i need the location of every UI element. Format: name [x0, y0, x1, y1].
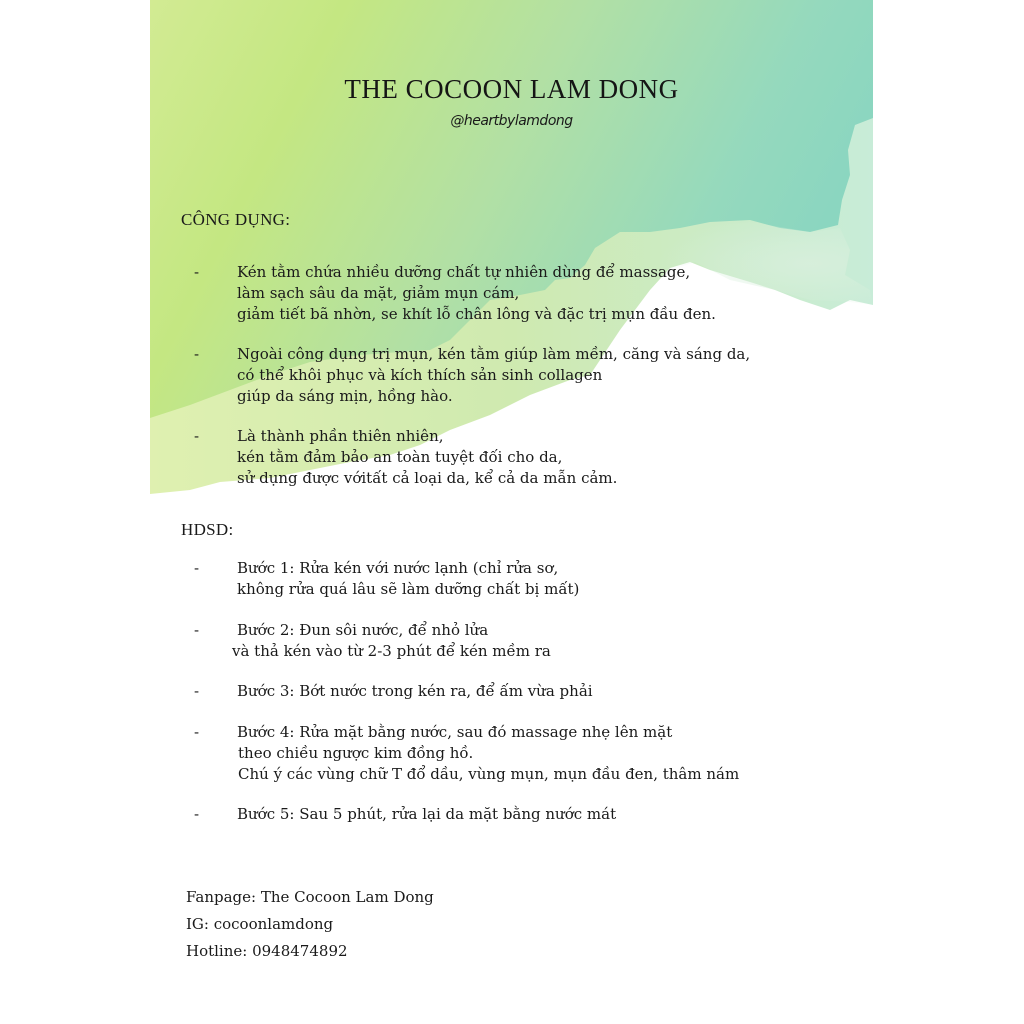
step-line: Bước 5: Sau 5 phút, rửa lại da mặt bằng nước mát	[237, 805, 617, 823]
step-line: Bước 4: Rửa mặt bằng nước, sau đó massage nhẹ lên mặt	[237, 723, 673, 741]
flyer-content	[150, 0, 873, 1024]
bullet-dash: -	[194, 345, 200, 363]
bullet-dash: -	[194, 621, 200, 639]
flyer-page	[150, 0, 873, 1024]
step-line: Bước 3: Bớt nước trong kén ra, để ấm vừa phải	[237, 682, 593, 700]
benefit-line: giảm tiết bã nhờn, se khít lỗ chân lông và đặc trị mụn đầu đen.	[237, 305, 716, 323]
benefit-line: Ngoài công dụng trị mụn, kén tằm giúp làm mềm, căng và sáng da,	[237, 345, 751, 363]
bullet-dash: -	[194, 805, 200, 823]
instructions-heading: HDSD:	[181, 520, 234, 539]
hotline-contact: Hotline: 0948474892	[186, 942, 348, 960]
benefit-line: kén tằm đảm bảo an toàn tuyệt đối cho da,	[237, 448, 563, 466]
benefit-line: sử dụng được vớitất cả loại da, kể cả da mẫn cảm.	[237, 469, 618, 487]
fanpage-contact: Fanpage: The Cocoon Lam Dong	[186, 888, 434, 906]
step-line: theo chiều ngược kim đồng hồ.	[238, 744, 474, 762]
bullet-dash: -	[194, 263, 200, 281]
step-line: Chú ý các vùng chữ T đổ dầu, vùng mụn, mụn đầu đen, thâm nám	[238, 765, 740, 783]
bullet-dash: -	[194, 723, 200, 741]
benefit-line: Kén tằm chứa nhiều dưỡng chất tự nhiên dùng để massage,	[237, 263, 691, 281]
benefit-line: Là thành phần thiên nhiên,	[237, 427, 444, 445]
benefit-line: làm sạch sâu da mặt, giảm mụn cám,	[237, 284, 520, 302]
step-line: và thả kén vào từ 2-3 phút để kén mềm ra	[232, 642, 551, 660]
bullet-dash: -	[194, 682, 200, 700]
bullet-dash: -	[194, 427, 200, 445]
step-line: Bước 1: Rửa kén với nước lạnh (chỉ rửa sơ,	[237, 559, 559, 577]
benefit-line: có thể khôi phục và kích thích sản sinh collagen	[237, 366, 603, 384]
instagram-contact: IG: cocoonlamdong	[186, 915, 334, 933]
brand-title: THE COCOON LAM DONG	[344, 74, 679, 104]
social-handle: @heartbylamdong	[450, 113, 573, 129]
step-line: Bước 2: Đun sôi nước, để nhỏ lửa	[237, 621, 489, 639]
step-line: không rửa quá lâu sẽ làm dưỡng chất bị mất)	[237, 580, 580, 598]
benefit-line: giúp da sáng mịn, hồng hào.	[237, 387, 453, 405]
benefits-heading: CÔNG DỤNG:	[181, 210, 291, 229]
bullet-dash: -	[194, 559, 200, 577]
